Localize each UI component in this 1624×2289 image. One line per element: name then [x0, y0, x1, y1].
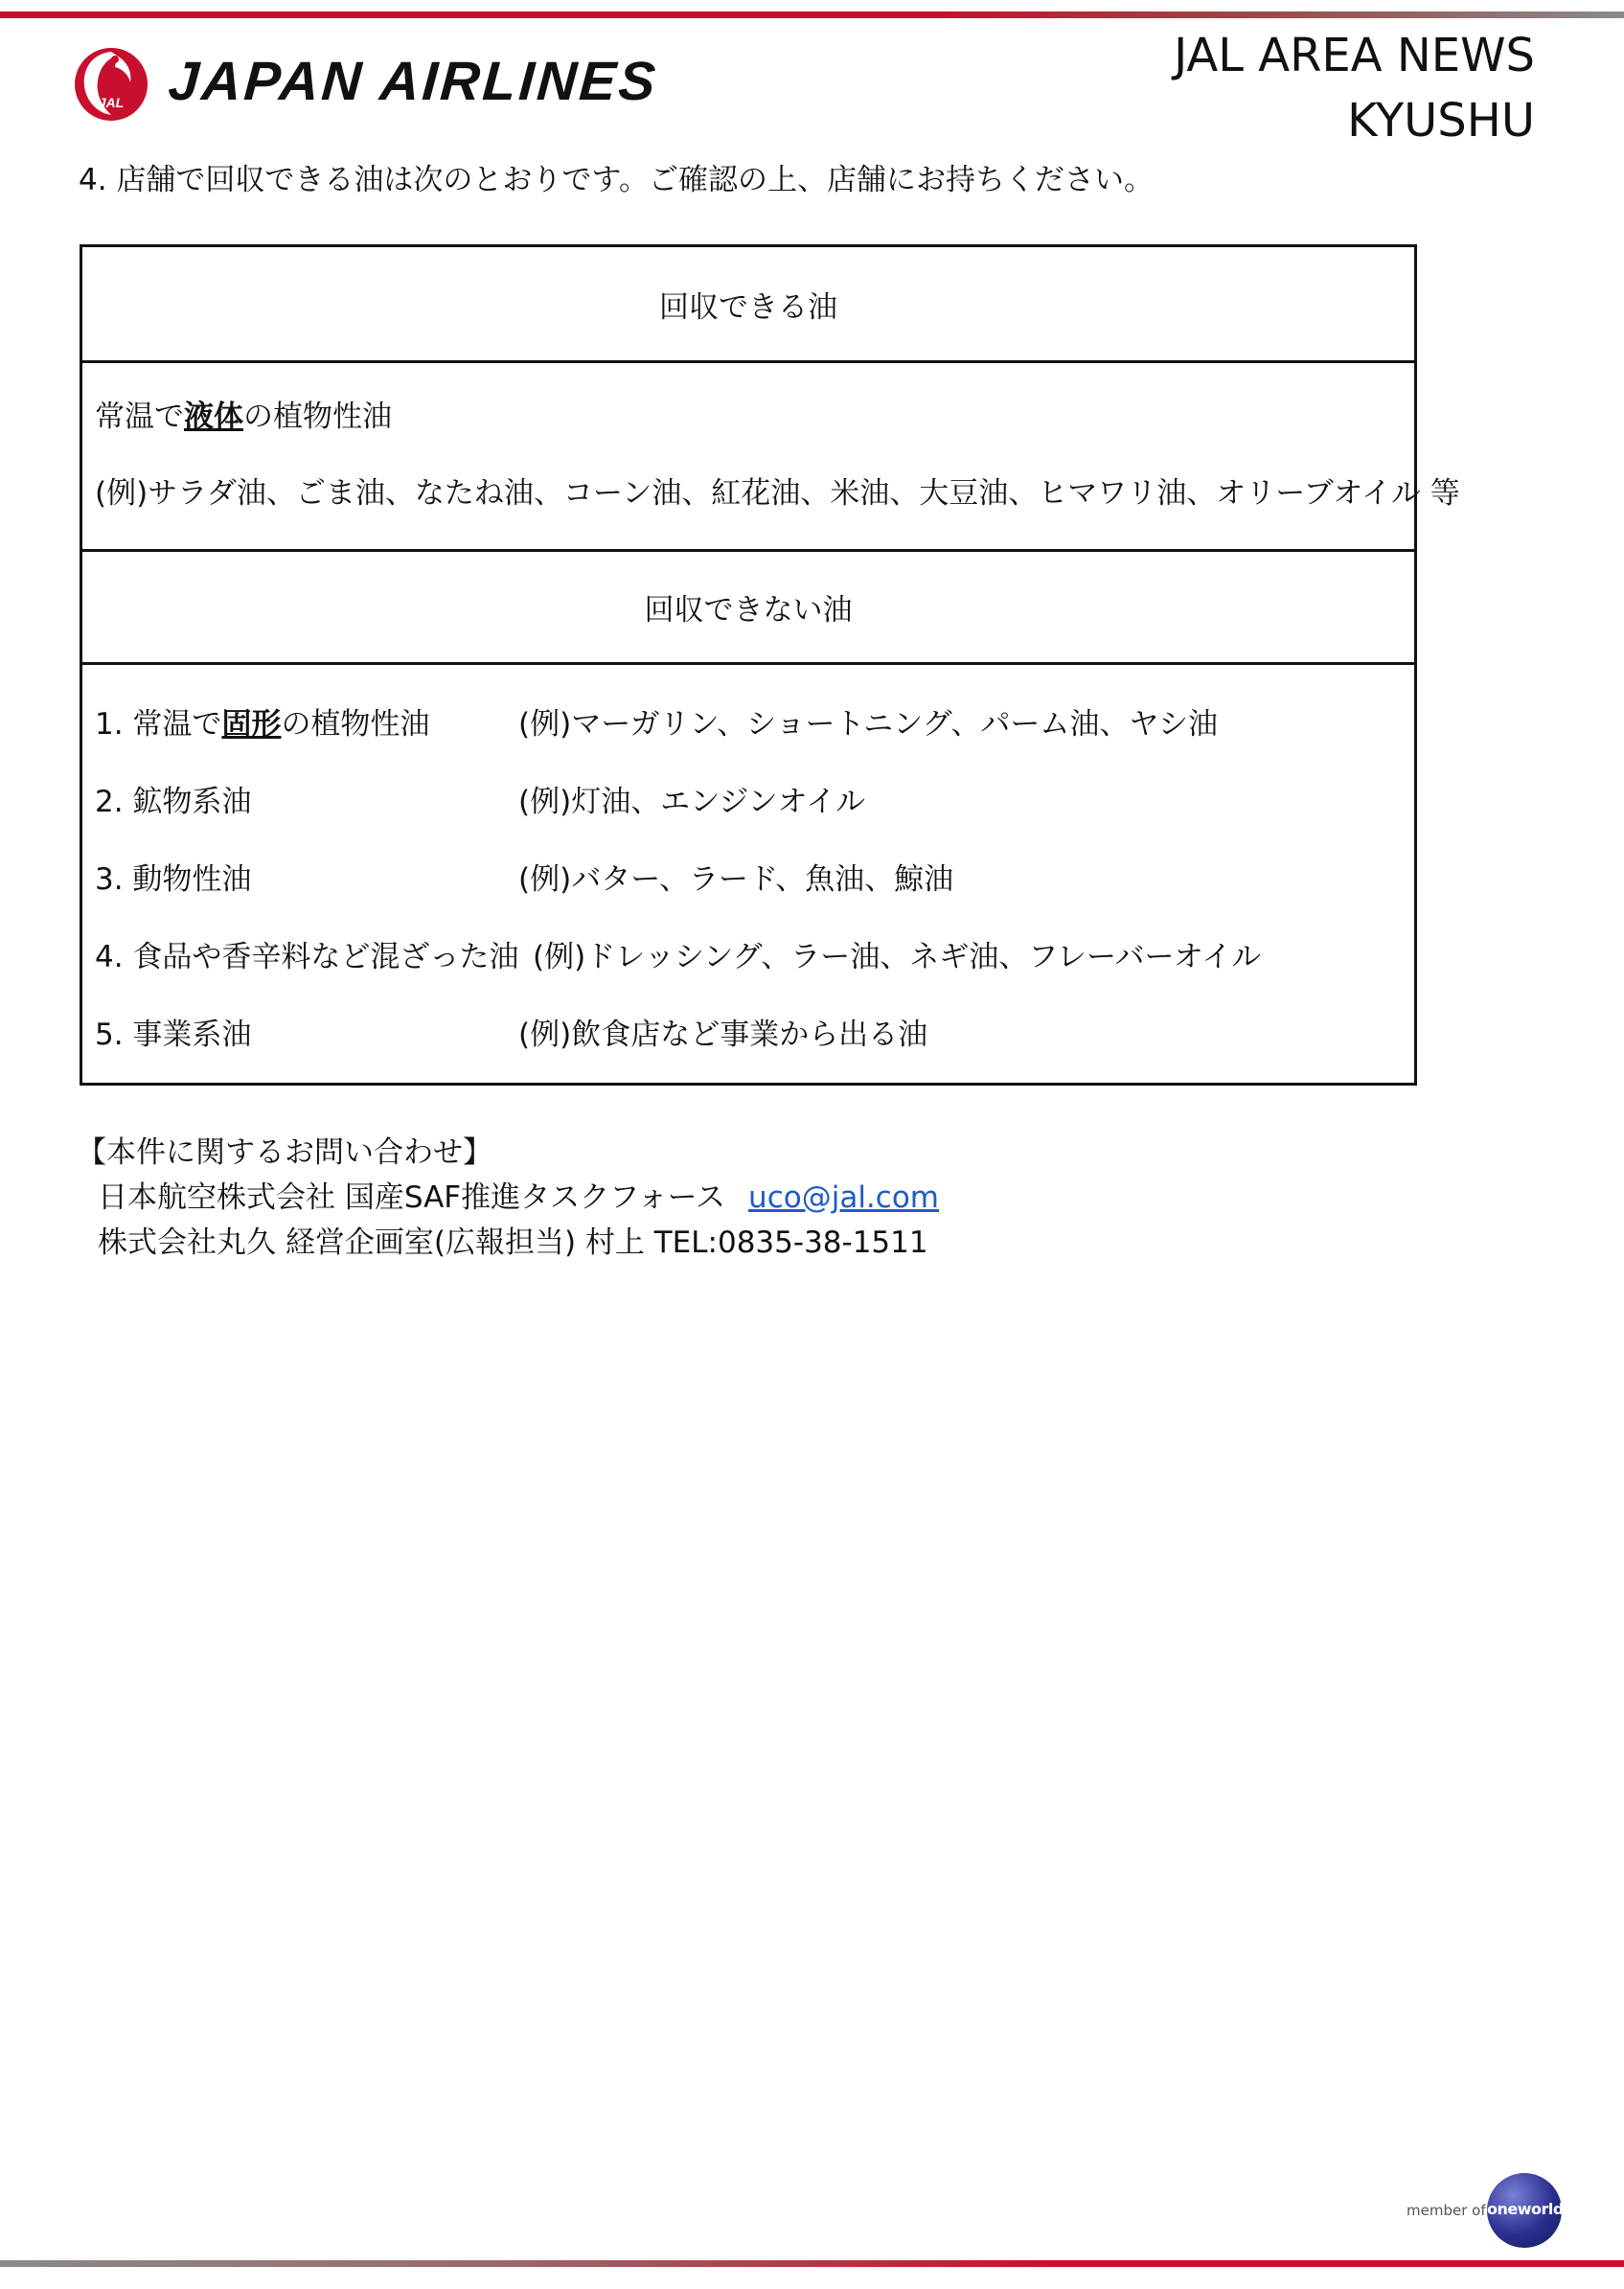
non-recyclable-example-1: (例)マーガリン、ショートニング、パーム油、ヤシ油 [518, 707, 1219, 742]
recyclable-header-text: 回収できる油 [659, 289, 837, 325]
area-news-line2: KYUSHU [1347, 94, 1535, 148]
non-recyclable-item-5: 5. 事業系油 [95, 1018, 252, 1052]
contact-email-link[interactable]: uco@jal.com [748, 1180, 939, 1215]
non-recyclable-item-2: 2. 鉱物系油 [95, 785, 252, 819]
recyclable-header [82, 247, 1414, 363]
non-recyclable-cell [82, 665, 1414, 1083]
recyclable-examples: (例)サラダ油、ごま油、なたね油、コーン油、紅花油、米油、大豆油、ヒマワリ油、オリーブオイル 等 [95, 476, 1460, 511]
liquid-emphasis: 液体 [184, 400, 243, 434]
recyclable-description: 常温で液体の植物性油 [95, 400, 392, 434]
non-recyclable-item-4: 4. 食品や香辛料など混ざった油 [95, 940, 519, 974]
non-recyclable-example-3: (例)バター、ラード、魚油、鯨油 [518, 862, 954, 897]
intro-text: 4. 店舗で回収できる油は次のとおりです。ご確認の上、店舗にお持ちください。 [79, 163, 1154, 197]
oneworld-globe-icon [1487, 2173, 1562, 2248]
area-news-line1: JAL AREA NEWS [1174, 29, 1535, 82]
oil-table [80, 244, 1460, 1086]
non-recyclable-header-text: 回収できない油 [644, 593, 853, 628]
svg-text:JAL: JAL [98, 95, 125, 110]
contact-section [77, 1131, 939, 1266]
jal-crane-logo [73, 46, 149, 123]
recyclable-cell [82, 363, 1460, 552]
solid-emphasis: 固形 [221, 707, 282, 742]
contact-maruhisa-line: 株式会社丸久 経営企画室(広報担当) 村上 TEL:0835-38-1511 [98, 1225, 928, 1260]
contact-jal-line: 日本航空株式会社 国産SAF推進タスクフォース uco@jal.com [98, 1180, 939, 1215]
non-recyclable-example-4: (例)ドレッシング、ラー油、ネギ油、フレーバーオイル [533, 940, 1262, 974]
non-recyclable-item-1: 1. 常温で固形の植物性油 [95, 707, 430, 742]
top-rule [0, 11, 1624, 18]
area-news-title [1174, 23, 1535, 153]
non-recyclable-item-3: 3. 動物性油 [95, 862, 252, 897]
non-recyclable-example-2: (例)灯油、エンジンオイル [518, 785, 866, 819]
non-recyclable-header [82, 552, 1414, 665]
brand-wordmark: JAPAN AIRLINES [166, 51, 660, 112]
member-of-text: member of [1407, 2202, 1486, 2219]
bottom-rule [0, 2260, 1624, 2267]
oneworld-text: oneworld [1487, 2200, 1564, 2218]
non-recyclable-example-5: (例)飲食店など事業から出る油 [518, 1018, 928, 1052]
oneworld-badge [1407, 2173, 1562, 2250]
contact-heading: 【本件に関するお問い合わせ】 [77, 1135, 492, 1170]
